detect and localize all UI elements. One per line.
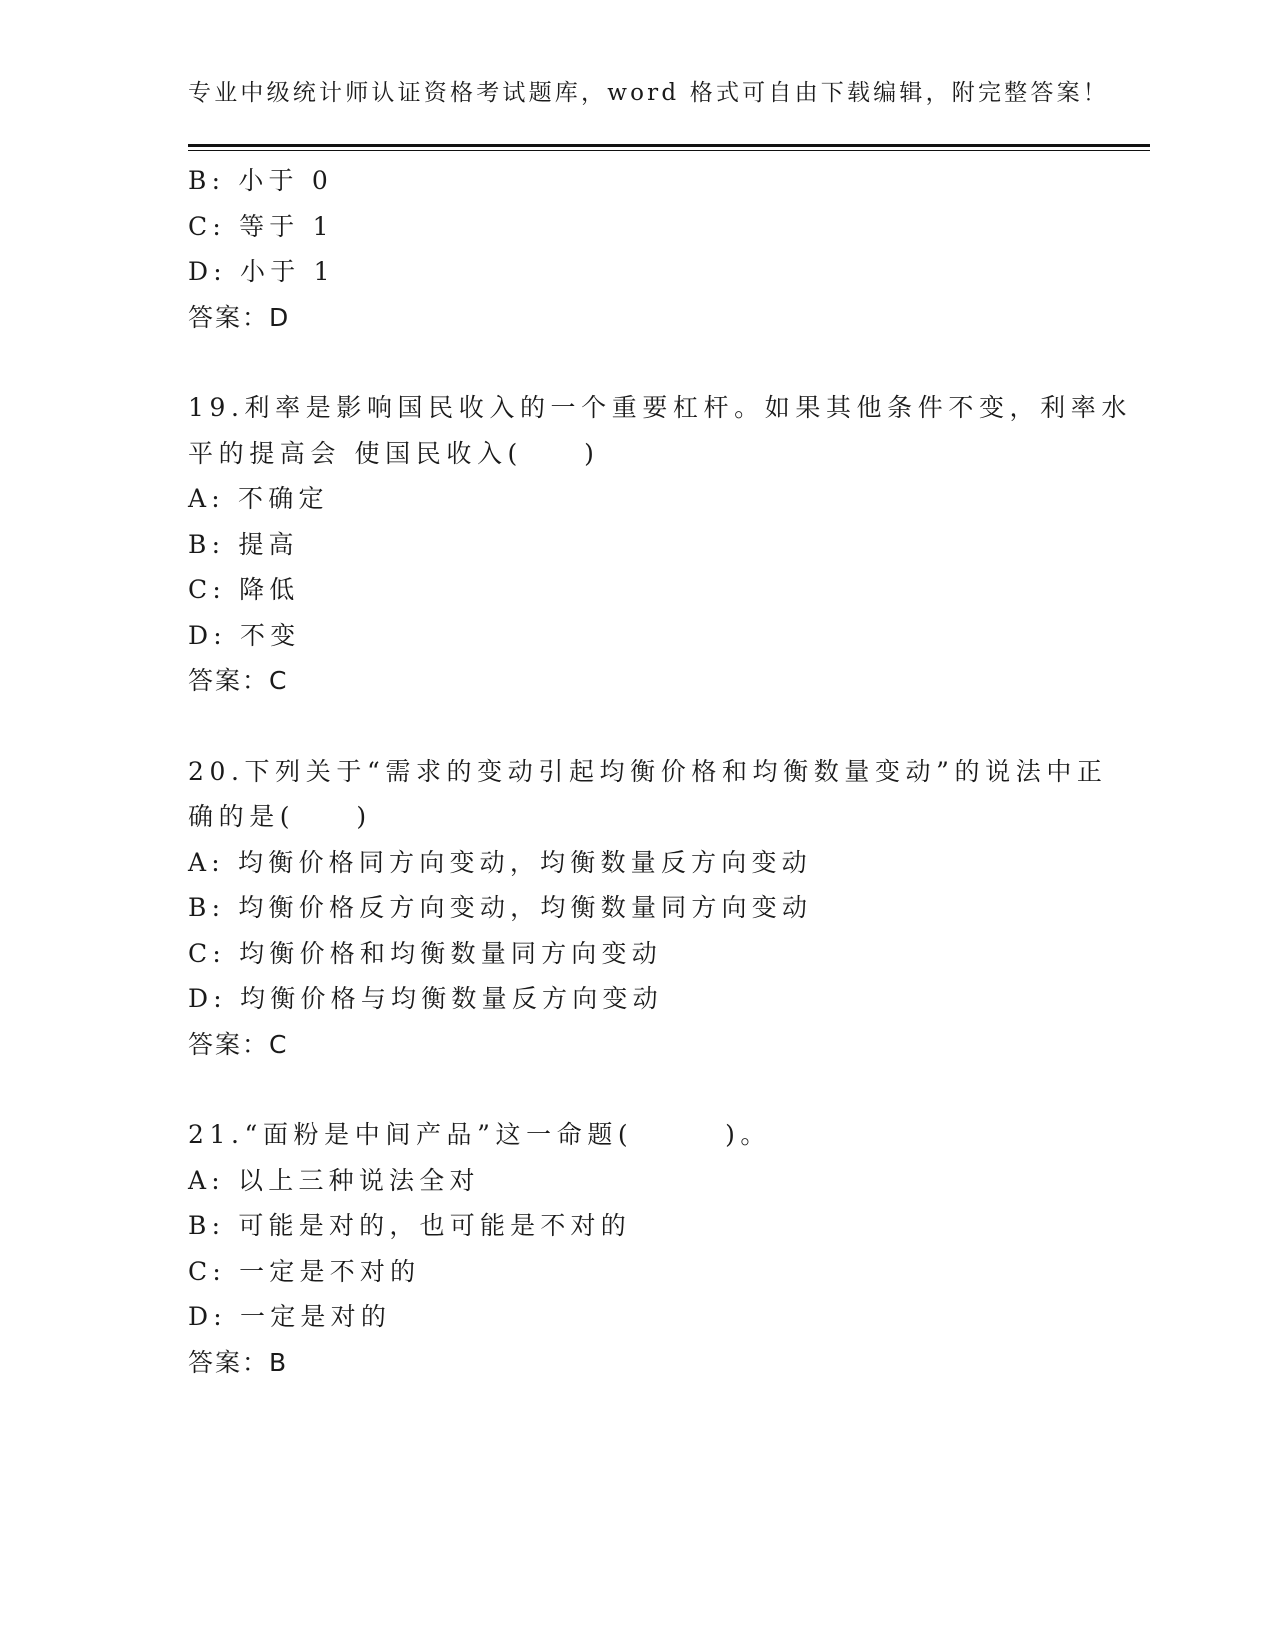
answer-line: 答案：C — [188, 1029, 289, 1059]
option-text: 以上三种说法全对 — [238, 1165, 480, 1195]
spacer — [188, 340, 1088, 385]
option-text: 均衡价格和均衡数量同方向变动 — [239, 938, 662, 968]
option-key: D: — [188, 1302, 227, 1331]
continued-question — [188, 158, 1088, 340]
option-text: 小于 0 — [238, 166, 334, 195]
question-text-line: 21.“面粉是中间产品”这一命题( )。 — [188, 1120, 772, 1149]
question-20 — [188, 749, 1108, 1068]
option-row — [188, 567, 1088, 613]
option-key: C: — [188, 1256, 226, 1286]
option-row — [188, 931, 1088, 977]
option-text: 可能是对的，也可能是不对的 — [238, 1211, 631, 1240]
option-text: 等于 1 — [239, 211, 334, 241]
option-row — [188, 1203, 1088, 1249]
option-row — [188, 204, 1088, 250]
option-text: 不确定 — [238, 484, 329, 513]
document-body — [188, 158, 1132, 1385]
option-key: D: — [188, 984, 227, 1013]
spacer — [188, 1067, 1088, 1112]
option-text: 一定是不对的 — [239, 1256, 421, 1286]
option-row — [188, 613, 1088, 659]
option-key: D: — [188, 257, 227, 286]
option-row — [188, 158, 1088, 204]
option-text: 均衡价格与均衡数量反方向变动 — [240, 984, 663, 1013]
option-key: A: — [188, 484, 225, 513]
question-text-line: 确的是( ) — [188, 802, 372, 831]
spacer — [188, 704, 1088, 749]
question-19 — [188, 385, 1132, 704]
option-key: C: — [188, 211, 226, 241]
option-text: 均衡价格同方向变动，均衡数量反方向变动 — [238, 847, 812, 877]
option-key: B: — [188, 529, 226, 559]
option-text: 降低 — [239, 575, 300, 604]
option-text: 不变 — [240, 620, 301, 650]
option-text: 小于 1 — [240, 257, 335, 286]
option-key: A: — [188, 1165, 225, 1195]
option-text: 均衡价格反方向变动，均衡数量同方向变动 — [238, 893, 813, 922]
option-text: 提高 — [238, 529, 299, 559]
option-row — [188, 522, 1088, 568]
option-row — [188, 1249, 1088, 1295]
answer-line: 答案：B — [188, 1347, 289, 1377]
option-row — [188, 476, 1088, 522]
option-key: C: — [188, 938, 226, 968]
option-row — [188, 1294, 1088, 1340]
option-key: B: — [188, 893, 226, 922]
option-row — [188, 1158, 1088, 1204]
question-text-line: 20.下列关于“需求的变动引起均衡价格和均衡数量变动”的说法中正 — [188, 756, 1108, 786]
option-key: C: — [188, 575, 226, 604]
option-row — [188, 885, 1088, 931]
option-text: 一定是对的 — [240, 1302, 392, 1331]
page-header-title: 专业中级统计师认证资格考试题库，word 格式可自由下载编辑，附完整答案！ — [188, 80, 1109, 106]
option-key: D: — [188, 620, 227, 650]
option-key: B: — [188, 1211, 226, 1240]
option-key: B: — [188, 166, 226, 195]
option-row — [188, 249, 1088, 295]
header-divider — [188, 144, 1150, 151]
option-key: A: — [188, 847, 225, 877]
option-row — [188, 976, 1088, 1022]
question-21 — [188, 1112, 1088, 1385]
question-text-line: 平的提高会 使国民收入( ) — [188, 438, 600, 468]
answer-line: 答案：C — [188, 666, 289, 695]
question-text-line: 19.利率是影响国民收入的一个重要杠杆。如果其他条件不变，利率水 — [188, 393, 1132, 422]
option-row — [188, 840, 1088, 886]
answer-line: 答案：D — [188, 302, 291, 332]
